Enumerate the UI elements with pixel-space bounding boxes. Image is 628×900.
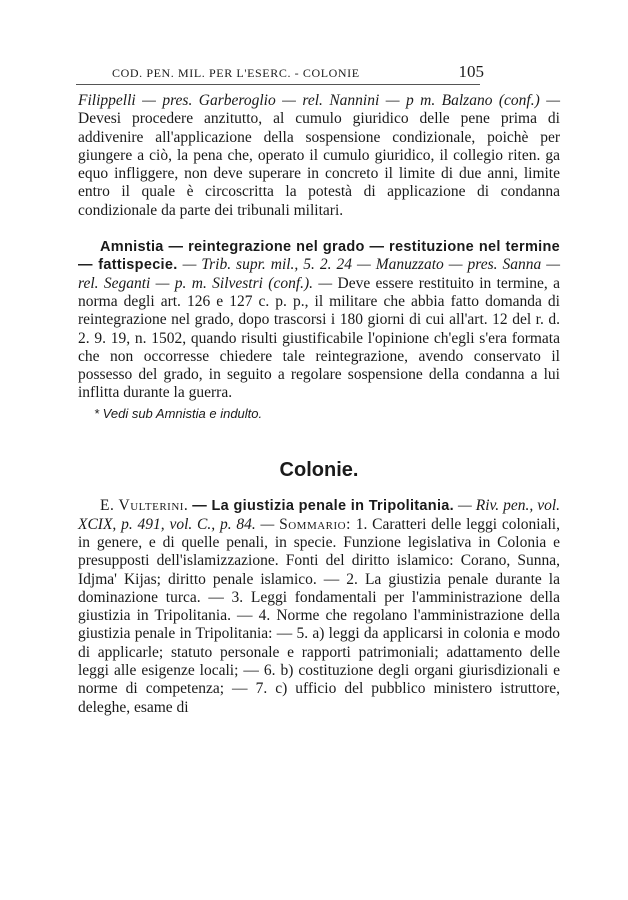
section-title: Colonie.: [279, 459, 359, 482]
entry-citation: Filippelli — pres. Garberoglio — rel. Nannini — p m. Balzano (conf.) —: [78, 92, 560, 109]
cross-reference-note: * Vedi sub Amnistia e indulto.: [94, 405, 263, 421]
entry-title: — La giustizia penale in Tripolitania.: [192, 498, 454, 515]
entry-vulterini: [78, 497, 560, 717]
entry-citation: — Riv. pen., vol. XCIX, p. 491, vol. C., p. 84. —: [78, 497, 561, 533]
entry-amnistia: [78, 238, 560, 423]
entry-paragraph: [78, 92, 560, 220]
entry-text: 1. Caratteri delle leggi coloniali, in genere, e di quelle penali, in specie. Funzione legislativa in Colonia e presupposti dell'islamizzazione. Fonti del diritto islamico: Corano, Sunna, Idjma' Kijas; diritto penale islamico. — 2. La giustizia penale durante la dominazione turca. — 3. Leggi fondamentali per l'amministrazione della giustizia in Tripolitania. — 4. Norme che regolano l'amministrazione della giustizia penale in Tripolitania: — 5. a) leggi da applicarsi in colonia e modo di applicarle; statuto personale e rapporti patrimoniali; adattamento delle leggi alle esigenze locali; — 6. b) costituzione degli organi giurisdizionali e norme di competenza; — 7. c) ufficio del pubblico ministero istruttore, deleghe, esame di: [78, 515, 560, 716]
summary-label: Sommario:: [279, 515, 351, 533]
entry-citation: — Trib. supr. mil., 5. 2. 24 — Manuzzato — pres. Sanna — rel. Seganti — p. m. Silvestri (conf.). —: [78, 256, 560, 292]
entry-author: E. Vulterini.: [100, 497, 189, 515]
body-text: [78, 92, 560, 717]
entry-filippelli: [78, 92, 560, 220]
page-number: 105: [458, 62, 484, 81]
entry-paragraph: [78, 497, 560, 717]
page-header: [76, 62, 484, 85]
entry-text: Devesi procedere anzitutto, al cumulo giuridico delle pene prima di addivenire all'applicazione della sospensione condizionale, poichè per giungere a ciò, la pena che, operato il cumulo giuridico, il collegio riten. ga equo infliggere, non deve superare in concreto il limite di due anni, limite entro il quale è circoscritta la potestà di applicazione di condanna condizionale da parte dei tribunali militari.: [78, 110, 560, 219]
entry-heading: Amnistia — reintegrazione nel grado — restituzione nel termine — fattispecie.: [78, 239, 560, 274]
entry-paragraph: [78, 238, 560, 403]
running-title: COD. PEN. MIL. PER L'ESERC. - COLONIE: [112, 66, 360, 80]
entry-text: Deve essere restituito in termine, a norma degli art. 126 e 127 c. p. p., il militare che abbia fatto domanda di reintegrazione nel grado, dopo trascorsi i 180 giorni di cui all'art. 12 del r. d. 2. 9. 19, n. 1502, quando risulti giustificabile l'opinione ch'egli s'era formata che non occorresse chiedere tale reintegrazione, avendo conservato il possesso del grado, in seguito a regolare sospensione della condanna a lui inflitta durante la guerra.: [78, 274, 561, 402]
